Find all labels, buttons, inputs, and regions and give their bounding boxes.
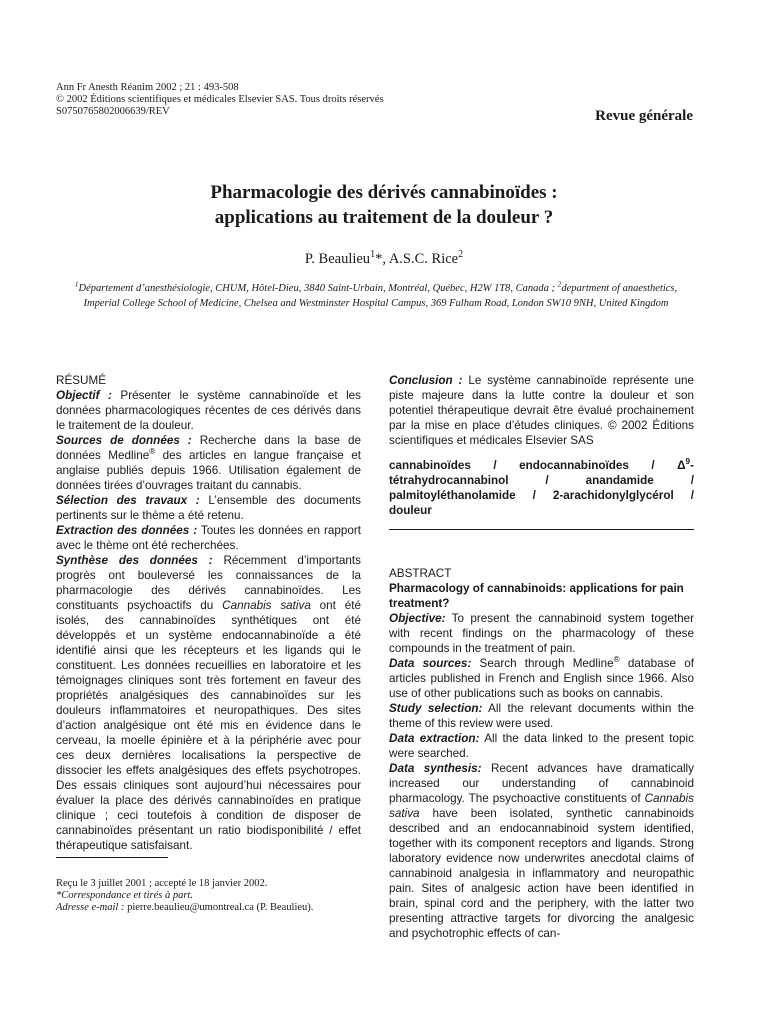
resume-sources — [56, 433, 361, 493]
journal-citation: Ann Fr Anesth Réanim 2002 ; 21 : 493-508 — [56, 82, 239, 93]
selection-label: Sélection des travaux : — [56, 494, 200, 507]
conclusion-label: Conclusion : — [389, 374, 463, 387]
resume-heading: RÉSUMÉ — [56, 374, 107, 387]
author-1-affil: 1 — [370, 249, 376, 261]
registered-mark: ® — [149, 447, 156, 457]
selection-text: L’ensemble des documents pertinents sur le thème a été retenu. — [56, 494, 361, 522]
abstract-heading: ABSTRACT — [389, 567, 452, 580]
right-column — [389, 373, 694, 941]
study-selection-label: Study selection: — [389, 702, 483, 715]
objective-text: To present the cannabinoid system together with recent findings on the pharmacology of these compounds in the treatment of pain. — [389, 612, 694, 655]
article-type: Revue générale — [595, 108, 693, 124]
authors — [40, 251, 728, 268]
resume-column — [56, 373, 361, 853]
keywords-divider — [389, 529, 694, 530]
sources-label: Sources de données : — [56, 434, 192, 447]
title-line-1: Pharmacologie des dérivés cannabinoïdes : — [210, 182, 558, 203]
affiliation-1: Département d’anesthésiologie, CHUM, Hôtel-Dieu, 3840 Saint-Urbain, Montréal, Québec, H2W 1T8, Canada ; — [78, 283, 558, 294]
keywords-b: -tétrahydrocannabinol / anandamide / palmitoyléthanolamide / 2-arachidonylglycérol / douleur — [389, 459, 694, 517]
data-synthesis-text-a: Recent advances have dramatically increased our understanding of cannabinoid pharmacology. The psychoactive constituents of — [389, 762, 694, 805]
data-sources-label: Data sources: — [389, 657, 472, 670]
study-selection-text: All the relevant documents within the theme of this review were used. — [389, 702, 694, 730]
copyright-line: © 2002 Éditions scientifiques et médicales Elsevier SAS. Tous droits réservés — [56, 94, 384, 105]
abstract-section — [389, 566, 694, 941]
article-id: S0750765802006639/REV — [56, 106, 170, 117]
resume-keywords — [389, 458, 694, 518]
affiliations — [64, 281, 688, 311]
article-title — [40, 180, 728, 230]
registered-mark-en: ® — [613, 655, 620, 665]
species-name-en: Cannabis sativa — [389, 792, 694, 820]
affil-1-mark: 1 — [74, 279, 79, 289]
synthese-text-a: Récemment d’importants progrès ont bouleversé les connaissances de la pharmacologie des dérivés cannabinoïdes. Les constituants psychoactifs du — [56, 554, 361, 612]
author-2: A.S.C. Rice — [388, 251, 459, 267]
objectif-label: Objectif : — [56, 389, 112, 402]
resume-synthese — [56, 553, 361, 853]
objectif-text: Présenter le système cannabinoïde et les données pharmacologiques récentes de ces dérivés dans le traitement de la douleur. — [56, 389, 362, 432]
resume-objectif — [56, 388, 361, 433]
extraction-label: Extraction des données : — [56, 524, 198, 537]
synthese-text-b: ont été isolés, des cannabinoïdes synthétiques ont été développés et un système endocannabinoïde a été identifié ainsi que les récepteurs et les ligands qui le constituent. Les données recueillies en laboratoire et les témoignages cliniques sont très fortement en faveur des propriétés analgésiques des cannabinoïdes sur les douleurs inflammatoires et neuropathiques. Des sites d’action analgésique ont été mis en évidence dans le cerveau, la moelle épinière et à la périphérie avec pour ces deux dernières localisations la perspective de dissocier les effets analgésiques des effets psychotropes. Des essais cliniques sont aujourd’hui nécessaires pour évaluer la place des dérivés cannabinoïdes en pratique clinique ; ceci toutefois à condition de disposer de cannabinoïdes présentant un ratio biodisponibilité / effet thérapeutique satisfaisant. — [56, 599, 361, 852]
journal-info — [56, 82, 384, 118]
resume-conclusion — [389, 373, 694, 448]
abstract-title: Pharmacology of cannabinoids: applications for pain treatment? — [389, 582, 684, 610]
resume-selection — [56, 493, 361, 523]
conclusion-text: Le système cannabinoïde représente une piste majeure dans la lutte contre la douleur et son potentiel thérapeutique devrait être évalué prochainement par la mise en place d’études cliniques. © 2002 Éditions scientifiques et médicales Elsevier SAS — [389, 374, 694, 447]
data-synthesis-label: Data synthesis: — [389, 762, 482, 775]
resume-extraction — [56, 523, 361, 553]
data-synthesis-text-b: have been isolated, synthetic cannabinoids described and an endocannabinoid system identified, together with its component receptors and ligands. Strong laboratory evidence now underwrites anecdotal claims of cannabinoid analgesia in inflammatory and neuropathic pain. Sites of analgesic action have been identified in brain, spinal cord and the periphery, with the latter two presenting attractive targets for divorcing the analgesic and psychotrophic effects of can- — [389, 807, 694, 940]
synthese-label: Synthèse des données : — [56, 554, 213, 567]
email-label: Adresse e-mail : — [56, 902, 125, 913]
data-extraction-text: All the data linked to the present topic were searched. — [389, 732, 694, 760]
extraction-text: Toutes les données en rapport avec le thème ont été recherchées. — [56, 524, 361, 552]
abstract-selection — [389, 701, 694, 731]
author-1-mark: *, — [375, 251, 389, 267]
abstract-sources — [389, 656, 694, 701]
email-line — [56, 902, 366, 914]
keywords-sup: 9 — [685, 457, 691, 467]
footnotes — [56, 878, 366, 914]
sources-text-b: des articles en langue française et anglaise publiés depuis 1966. Utilisation également de données tirées d’ouvrages traitant du cannabis. — [56, 449, 361, 492]
author-2-affil: 2 — [458, 249, 464, 261]
data-sources-text-a: Search through Medline — [471, 657, 614, 670]
objective-label: Objective: — [389, 612, 446, 625]
data-sources-text-b: database of articles published in French and English since 1966. Also use of other publications such as books on cannabis. — [389, 657, 694, 700]
affil-2-mark: 2 — [557, 279, 562, 289]
email-address: pierre.beaulieu@umontreal.ca (P. Beaulieu). — [124, 902, 314, 913]
affiliation-2: department of anaesthetics, Imperial College School of Medicine, Chelsea and Westminster Hospital Campus, 369 Fulham Road, London SW10 9NH, United Kingdom — [83, 283, 678, 309]
author-1: P. Beaulieu — [304, 251, 371, 267]
data-extraction-label: Data extraction: — [389, 732, 480, 745]
species-name: Cannabis sativa — [222, 599, 311, 612]
correspondence-note: *Correspondance et tirés à part. — [56, 890, 193, 901]
title-line-2: applications au traitement de la douleur ? — [214, 207, 554, 228]
abstract-synthesis — [389, 761, 694, 941]
footnote-divider — [56, 857, 168, 858]
abstract-objective — [389, 611, 694, 656]
keywords-a: cannabinoïdes / endocannabinoïdes / Δ — [389, 459, 686, 472]
sources-text-a: Recherche dans la base de données Medline — [56, 434, 361, 462]
received-date: Reçu le 3 juillet 2001 ; accepté le 18 janvier 2002. — [56, 878, 268, 889]
abstract-extraction — [389, 731, 694, 761]
